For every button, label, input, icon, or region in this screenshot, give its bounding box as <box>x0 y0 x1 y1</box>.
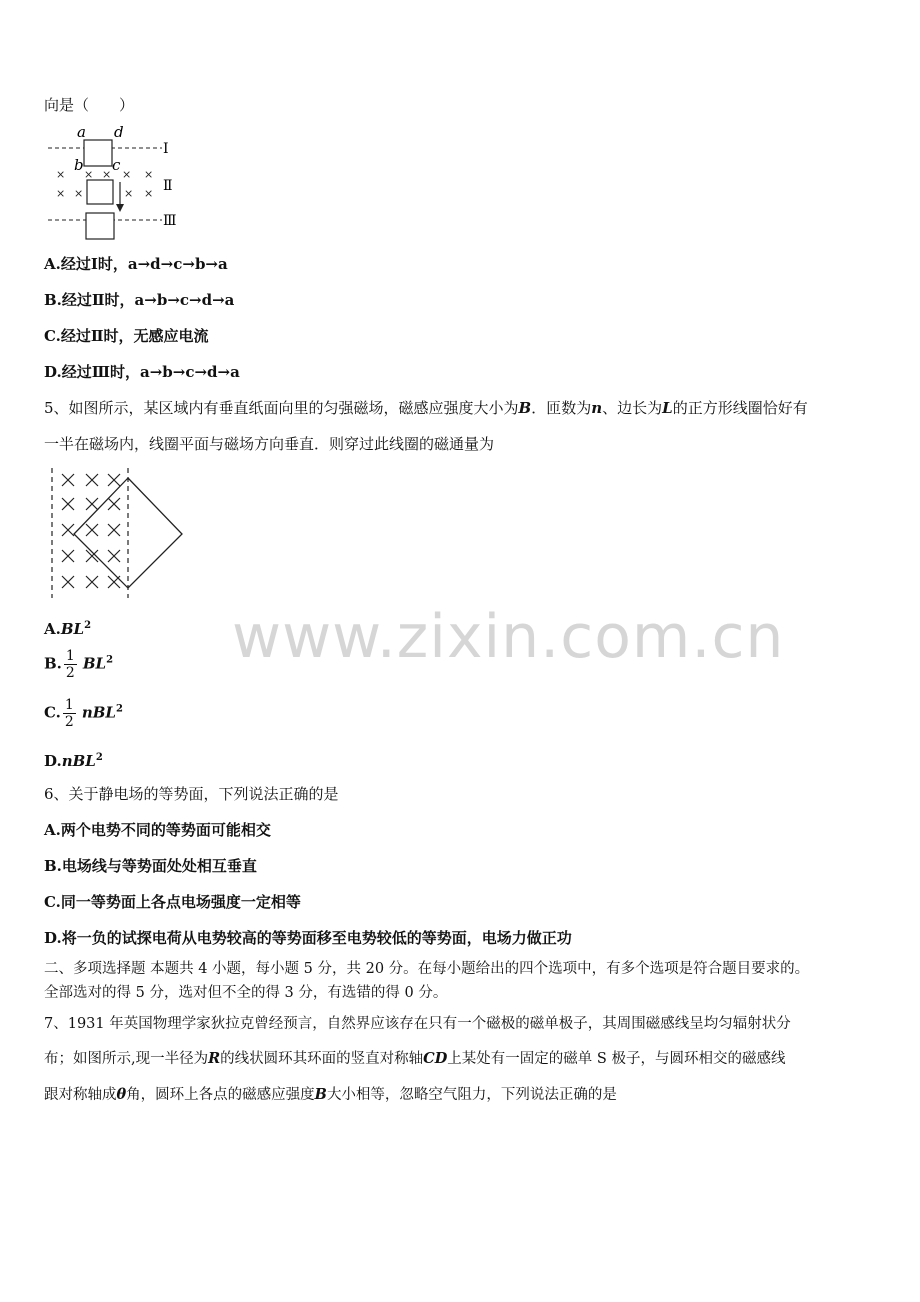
q5-stem-line1: 5、如图所示，某区域内有垂直纸面向里的匀强磁场，磁感应强度大小为B．匝数为n、边长为L的正方形线圈恰好有 <box>44 399 808 417</box>
q7-stem-line3: 跟对称轴成θ角，圆环上各点的磁感应强度B大小相等，忽略空气阻力，下列说法正确的是 <box>44 1086 617 1103</box>
q4-figure <box>44 122 184 244</box>
q5-option-a[interactable]: $A.BL^2$ <box>44 620 92 638</box>
q6-option-b[interactable]: B.电场线与等势面处处相互垂直 <box>44 857 257 875</box>
q7-stem-line1: 7、1931 年英国物理学家狄拉克曾经预言，自然界应该存在只有一个磁极的磁单极子，其周围磁感线呈均匀辐射状分 <box>44 1016 791 1032</box>
svg-text:×: × <box>84 168 94 181</box>
svg-text:×: × <box>102 168 112 181</box>
label-region-1: Ⅰ <box>163 141 169 157</box>
svg-text:×: × <box>124 187 134 200</box>
q4-option-d[interactable]: D.经过Ⅲ时，a→b→c→d→a <box>44 363 240 381</box>
svg-text:×: × <box>144 168 154 181</box>
label-region-3: Ⅲ <box>163 213 177 229</box>
q4-option-b[interactable]: B.经过Ⅱ时，a→b→c→d→a <box>44 291 235 309</box>
fraction-one-half: $\frac{1}{2}$ <box>65 648 75 681</box>
q4-option-a[interactable]: A.经过Ⅰ时，a→d→c→b→a <box>44 255 228 273</box>
q5-option-b[interactable]: B. $\frac{1}{2}$ $BL^2$ <box>44 648 114 681</box>
svg-text:×: × <box>56 168 66 181</box>
svg-text:×: × <box>74 187 84 200</box>
label-region-2: Ⅱ <box>163 178 173 194</box>
section2-heading-line1: 二、多项选择题 本题共 4 小题，每小题 5 分，共 20 分。在每小题给出的四个选项中，有多个选项是符合题目要求的。 <box>44 961 810 977</box>
svg-text:×: × <box>144 187 154 200</box>
label-b: b <box>74 156 84 174</box>
svg-text:×: × <box>122 168 132 181</box>
q4-option-c[interactable]: C.经过Ⅱ时，无感应电流 <box>44 327 209 345</box>
label-c: c <box>112 156 121 174</box>
label-a: a <box>77 123 86 141</box>
watermark: www.zixin.com.cn <box>232 602 785 672</box>
q6-option-a[interactable]: A.两个电势不同的等势面可能相交 <box>44 821 271 839</box>
q7-stem-line2: 布；如图所示,现一半径为R的线状圆环其环面的竖直对称轴CD上某处有一固定的磁单 S 极子，与圆环相交的磁感线 <box>44 1050 786 1067</box>
q6-option-c[interactable]: C.同一等势面上各点电场强度一定相等 <box>44 893 301 911</box>
svg-text:×: × <box>56 187 66 200</box>
q5-stem-line2: 一半在磁场内，线圈平面与磁场方向垂直．则穿过此线圈的磁通量为 <box>44 435 495 453</box>
q5-figure <box>44 464 194 600</box>
q6-stem: 6、关于静电场的等势面，下列说法正确的是 <box>44 785 339 803</box>
q5-option-c[interactable]: C. $\frac{1}{2}$ nBL$^2$ <box>44 697 123 730</box>
section2-heading-line2: 全部选对的得 5 分，选对但不全的得 3 分，有选错的得 0 分。 <box>44 985 448 1001</box>
label-d: d <box>114 123 124 141</box>
q4-stem-tail: 向是（ ） <box>44 96 135 114</box>
q5-option-d[interactable]: D.nBL$^2$ <box>44 752 103 770</box>
q6-option-d[interactable]: D.将一负的试探电荷从电势较高的等势面移至电势较低的等势面，电场力做正功 <box>44 929 572 947</box>
fraction-one-half: $\frac{1}{2}$ <box>64 697 74 730</box>
field-cross-marks <box>56 168 153 200</box>
